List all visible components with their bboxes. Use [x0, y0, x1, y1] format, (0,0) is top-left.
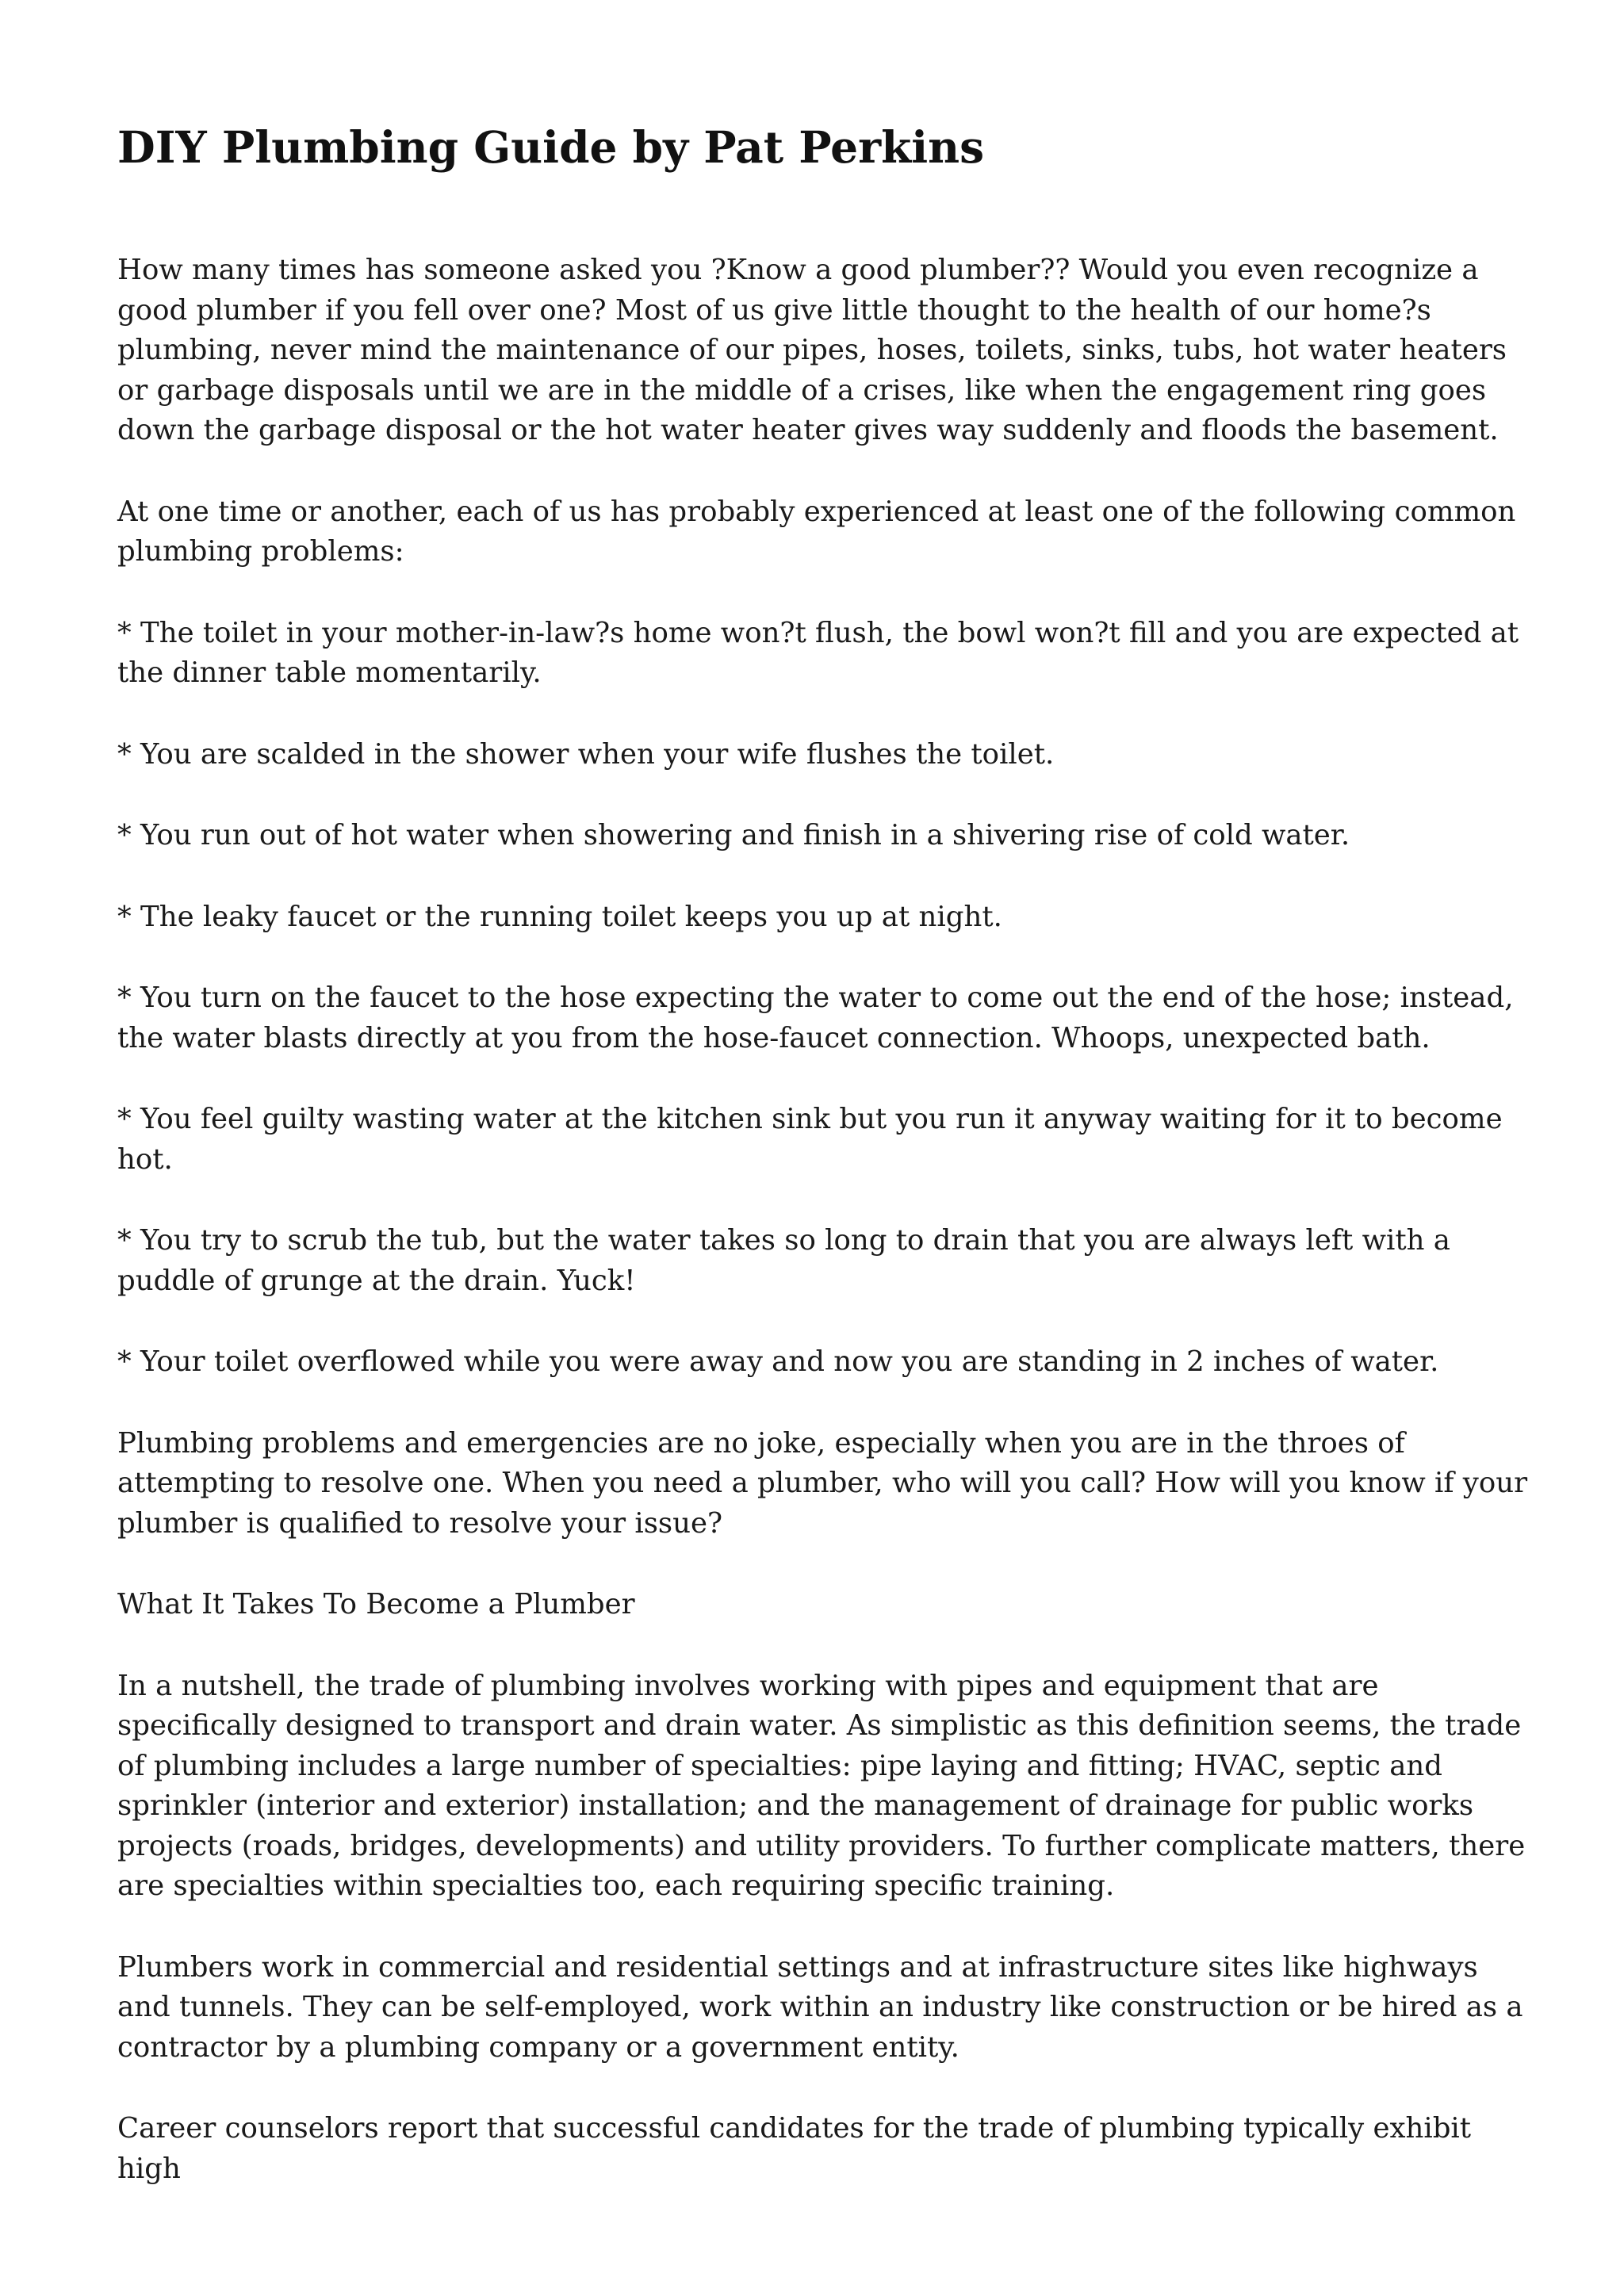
problem-item: * You feel guilty wasting water at the kitchen sink but you run it anyway waiting for it to become hot. — [117, 1103, 1503, 1176]
problem-item: * You try to scrub the tub, but the water takes so long to drain that you are always left with a puddle of grunge at the drain. Yuck! — [117, 1224, 1450, 1297]
problems-intro-paragraph: At one time or another, each of us has probably experienced at least one of the following common plumbing problems: — [117, 495, 1516, 568]
problem-item: * The toilet in your mother-in-law?s home won?t flush, the bowl won?t fill and you are expected at the dinner table momentarily. — [117, 616, 1519, 689]
emergencies-paragraph: Plumbing problems and emergencies are no joke, especially when you are in the throes of attempting to resolve one. When you need a plumber, who will you call? How will you know if your plumber is qualified to resolve your issue? — [117, 1426, 1528, 1540]
problem-item: * You turn on the faucet to the hose expecting the water to come out the end of the hose; instead, the water blasts directly at you from the hose-faucet connection. Whoops, unexpected bath. — [117, 982, 1514, 1054]
problem-item: * The leaky faucet or the running toilet keeps you up at night. — [117, 900, 1002, 933]
problem-item: * You run out of hot water when showering and finish in a shivering rise of cold water. — [117, 819, 1350, 851]
career-paragraph: Career counselors report that successful candidates for the trade of plumbing typically exhibit high — [117, 2112, 1472, 2185]
document-page — [117, 119, 1529, 2230]
work-settings-paragraph: Plumbers work in commercial and residential settings and at infrastructure sites like highways and tunnels. They can be self-employed, work within an industry like construction or be hired as a contractor by a plumbing company or a government entity. — [117, 1950, 1523, 2064]
problem-item: * Your toilet overflowed while you were away and now you are standing in 2 inches of water. — [117, 1345, 1439, 1378]
section-heading: What It Takes To Become a Plumber — [117, 1588, 635, 1621]
problem-item: * You are scalded in the shower when your wife flushes the toilet. — [117, 737, 1055, 771]
document-title: DIY Plumbing Guide by Pat Perkins — [117, 121, 985, 173]
trade-definition-paragraph: In a nutshell, the trade of plumbing involves working with pipes and equipment that are specifically designed to transport and drain water. As simplistic as this definition seems, the trade of plumbing includes a large number of specialties: pipe laying and fitting; HVAC, septic and sprinkler (interior and exterior) installation; and the management of drainage for public works projects (roads, bridges, developments) and utility providers. To further complicate matters, there are specialties within specialties too, each requiring specific training. — [117, 1669, 1526, 1902]
intro-paragraph: How many times has someone asked you ?Know a good plumber?? Would you even recognize a good plumber if you fell over one? Most of us give little thought to the health of our home?s plumbing, never mind the maintenance of our pipes, hoses, toilets, sinks, tubs, hot water heaters or garbage disposals until we are in the middle of a crises, like when the engagement ring goes down the garbage disposal or the hot water heater gives way suddenly and floods the basement. — [117, 254, 1507, 446]
